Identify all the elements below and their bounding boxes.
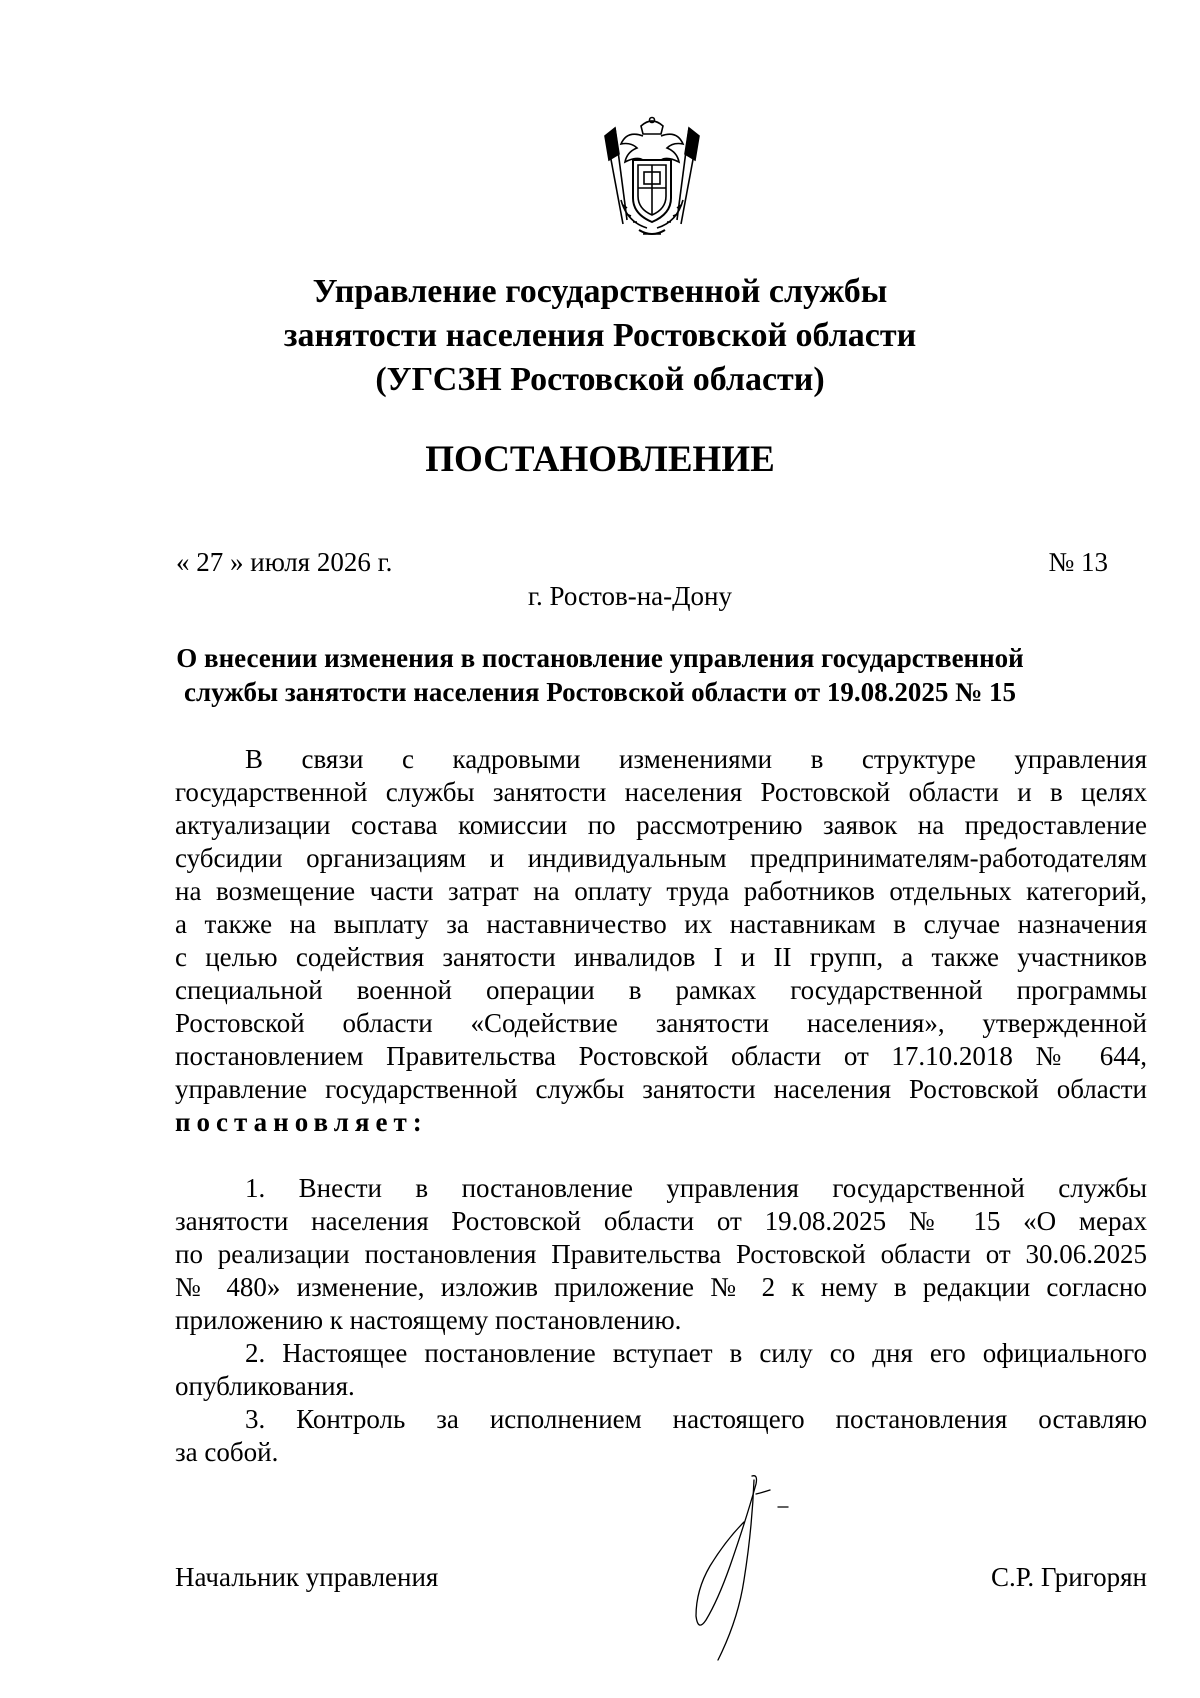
org-line: Управление государственной службы bbox=[312, 273, 888, 310]
item3-line: 3. Контроль за исполнением настоящего постановления оставляю bbox=[245, 1404, 1147, 1434]
item2-line: 2. Настоящее постановление вступает в силу со дня его официального bbox=[245, 1338, 1147, 1368]
preamble-line: В связи с кадровыми изменениями в структуре управления bbox=[245, 744, 1147, 774]
preamble-line: управление государственной службы занятости населения Ростовской области bbox=[175, 1074, 1147, 1104]
preamble-line: государственной службы занятости населения Ростовской области и в целях bbox=[175, 777, 1147, 807]
item1-line: по реализации постановления Правительства Ростовской области от 30.06.2025 bbox=[175, 1239, 1147, 1269]
subject-line: службы занятости населения Ростовской области от 19.08.2025 № 15 bbox=[183, 677, 1017, 707]
paragraph-gap bbox=[175, 1139, 1147, 1172]
document-number: № 13 bbox=[1048, 547, 1108, 577]
item3-line: за собой. bbox=[175, 1437, 279, 1467]
signatory-name: С.Р. Григорян bbox=[990, 1562, 1147, 1592]
document-type-heading: ПОСТАНОВЛЕНИЕ bbox=[425, 439, 775, 480]
document-body bbox=[175, 743, 1147, 1469]
item2-line: опубликования. bbox=[175, 1371, 355, 1401]
preamble-line: постановлением Правительства Ростовской области от 17.10.2018 № 644, bbox=[175, 1041, 1147, 1071]
preamble-line: а также на выплату за наставничество их наставникам в случае назначения bbox=[175, 909, 1147, 939]
preamble-line: Ростовской области «Содействие занятости населения», утвержденной bbox=[175, 1008, 1147, 1038]
item1-line: занятости населения Ростовской области от 19.08.2025 № 15 «О мерах bbox=[175, 1206, 1147, 1236]
item1-line: приложению к настоящему постановлению. bbox=[175, 1305, 682, 1335]
org-line: занятости населения Ростовской области bbox=[283, 317, 917, 354]
handwritten-signature bbox=[660, 1470, 810, 1670]
organization-name bbox=[0, 270, 1200, 402]
coat-of-arms-icon bbox=[597, 116, 707, 241]
signatory-title: Начальник управления bbox=[175, 1562, 439, 1592]
resolves-word: постановляет: bbox=[175, 1107, 428, 1137]
preamble-line: специальной военной операции в рамках государственной программы bbox=[175, 975, 1147, 1005]
document-subject bbox=[140, 641, 1060, 709]
document-city: г. Ростов-на-Дону bbox=[527, 581, 732, 611]
preamble-line: субсидии организациям и индивидуальным предпринимателям-работодателям bbox=[175, 843, 1147, 873]
item1-line: № 480» изменение, изложив приложение № 2 к нему в редакции согласно bbox=[175, 1272, 1147, 1302]
preamble-line: на возмещение части затрат на оплату труда работников отдельных категорий, bbox=[175, 876, 1147, 906]
item1-line: 1. Внести в постановление управления государственной службы bbox=[245, 1173, 1147, 1203]
org-line: (УГСЗН Ростовской области) bbox=[375, 361, 825, 398]
preamble-line: с целью содействия занятости инвалидов I и II групп, а также участников bbox=[175, 942, 1147, 972]
preamble-line: актуализации состава комиссии по рассмотрению заявок на предоставление bbox=[175, 810, 1147, 840]
subject-line: О внесении изменения в постановление управления государственной bbox=[176, 643, 1024, 673]
document-date: « 27 » июля 2026 г. bbox=[176, 547, 393, 577]
